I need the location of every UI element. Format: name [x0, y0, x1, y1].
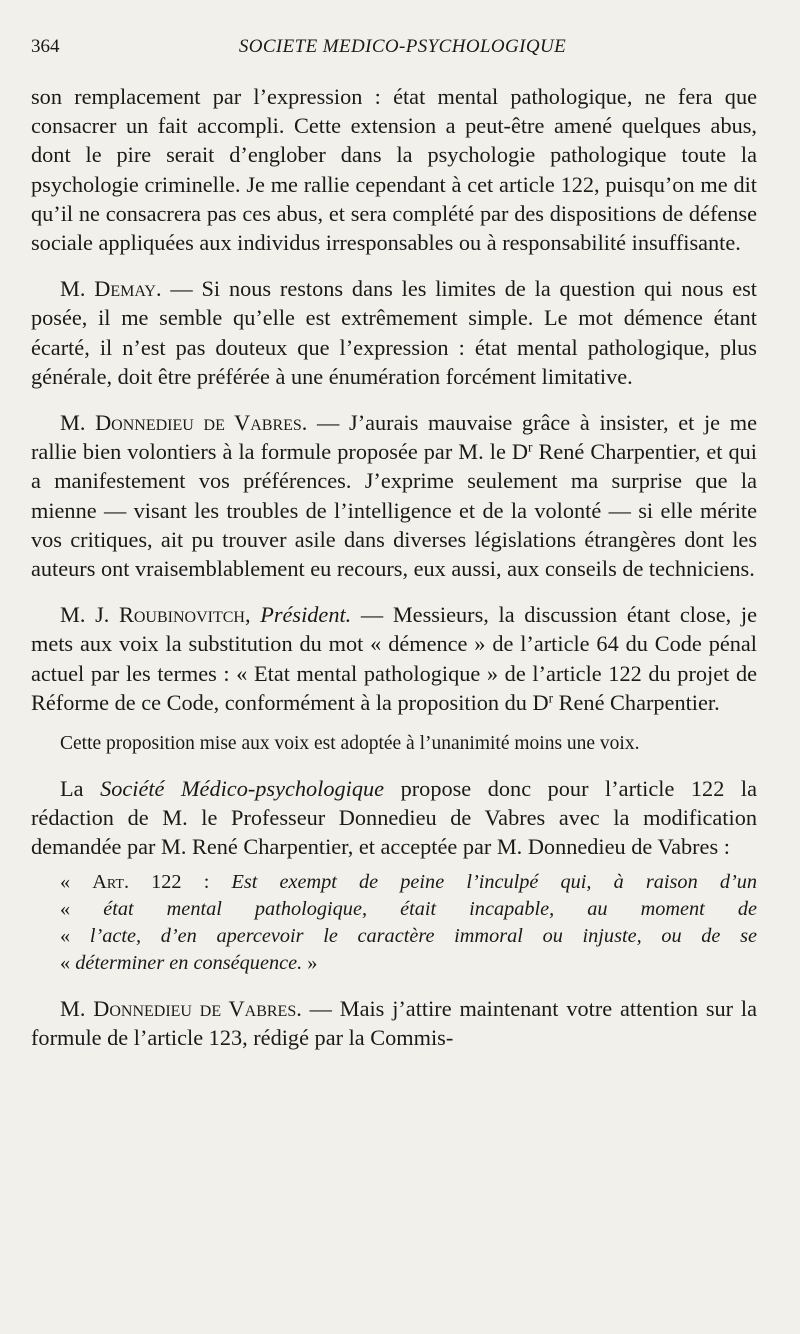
- speaker-donnedieu: M. Donnedieu de Vabres.: [60, 996, 302, 1022]
- quote-text-2: état mental pathologique, était incapable, au moment de: [103, 898, 757, 921]
- paragraph-demay-text: — Si nous restons dans les limites de la question qui nous est posée, il me semble qu’elle est extrêmement simple. Le mot démence étant écarté, il n’est pas douteux que l’expression : état mental pathologique, plus générale, doit être préférée à une énumération forcément limitative.: [31, 276, 757, 389]
- society-name: Société Médico-psychologique: [100, 775, 385, 801]
- paragraph-donnedieu-2-text: — Mais j’attire maintenant votre attention sur la formule de l’article 123, rédigé par la Commis-: [31, 996, 757, 1051]
- body-text: [31, 82, 757, 1053]
- speaker-demay: M. Demay.: [60, 276, 162, 302]
- quote-line-3: [31, 923, 757, 950]
- paragraph-donnedieu-text-1: — J’aurais mauvaise grâce à insister, et je me rallie bien volontiers à la formule proposée par M. le D: [31, 410, 758, 465]
- superscript-r: r: [528, 439, 533, 455]
- running-title: SOCIETE MEDICO-PSYCHOLOGIQUE: [238, 36, 567, 57]
- quote-text-4: déterminer en conséquence.: [75, 952, 303, 975]
- paragraph-proposal-text-1: La: [60, 775, 101, 801]
- quote-prefix: «: [60, 898, 104, 921]
- quote-line-4: [31, 950, 757, 977]
- paragraph-1: [31, 82, 757, 257]
- quote-colon: :: [181, 871, 232, 894]
- page-number: 364: [31, 36, 60, 57]
- quote-text-1: Est exempt de peine l’inculpé qui, à raison d’un: [231, 871, 758, 894]
- paragraph-donnedieu-text-2: René Charpentier, et qui a manifestement vos préférences. J’exprime seulement ma surprise que la mienne — visant les troubles de l’intelligence et de la volonté — si elle mérite vos critiques, ait pu trouver asile dans diverses législations étrangères dont les auteurs ont vraisemblablement eu recours, eux aussi, aux conseils de techniciens.: [31, 439, 757, 582]
- paragraph-proposal-text-2: propose donc pour l’article 122 la rédaction de M. le Professeur Donnedieu de Vabres avec la modification demandée par M. René Charpentier, et acceptée par M. Donnedieu de Vabres :: [31, 775, 757, 859]
- paragraph-1-text: son remplacement par l’expression : état mental pathologique, ne fera que consacrer un fait accompli. Cette extension a peut-être amené quelques abus, dont le pire serait d’englober dans la psychologie pathologique toute la psychologie criminelle. Je me rallie cependant à cet article 122, puisqu’on me dit qu’il ne consacrera pas ces abus, et sera complété par des dispositions de défense sociale appliquées aux individus irresponsables ou à responsabilité insuffisante.: [31, 84, 757, 256]
- paragraph-demay: [31, 274, 757, 391]
- paragraph-donnedieu-2: [31, 994, 757, 1052]
- paragraph-roubinovitch-text-1: — Messieurs, la discussion étant close, je mets aux voix la substitution du mot « démence » de l’article 64 du Code pénal actuel par les termes : « Etat mental pathologique » de l’article 122 du projet de Réforme de ce Code, conformément à la proposition du D: [31, 602, 757, 715]
- quote-prefix: «: [60, 925, 90, 948]
- speaker-role: Président.: [260, 602, 352, 628]
- paragraph-roubinovitch: [31, 600, 757, 717]
- article-quote: [31, 869, 757, 977]
- paragraph-vote-result: [31, 731, 757, 757]
- paragraph-donnedieu-1: [31, 408, 757, 583]
- article-label: Art. 122: [92, 871, 182, 894]
- quote-open: «: [60, 871, 93, 894]
- page-header: [31, 32, 774, 62]
- paragraph-vote-result-text: Cette proposition mise aux voix est adoptée à l’unanimité moins une voix.: [60, 733, 640, 755]
- quote-line-1: [31, 869, 757, 896]
- paragraph-proposal: [31, 774, 757, 862]
- speaker-donnedieu: M. Donnedieu de Vabres.: [60, 410, 308, 436]
- paragraph-roubinovitch-text-2: René Charpentier.: [553, 689, 720, 715]
- quote-line-2: [31, 896, 757, 923]
- quote-prefix: «: [60, 952, 76, 975]
- quote-text-3: l’acte, d’en apercevoir le caractère immoral ou injuste, ou de se: [89, 925, 758, 948]
- quote-close: »: [302, 952, 318, 975]
- speaker-roubinovitch: M. J. Roubinovitch,: [60, 602, 251, 628]
- superscript-r: r: [548, 690, 554, 706]
